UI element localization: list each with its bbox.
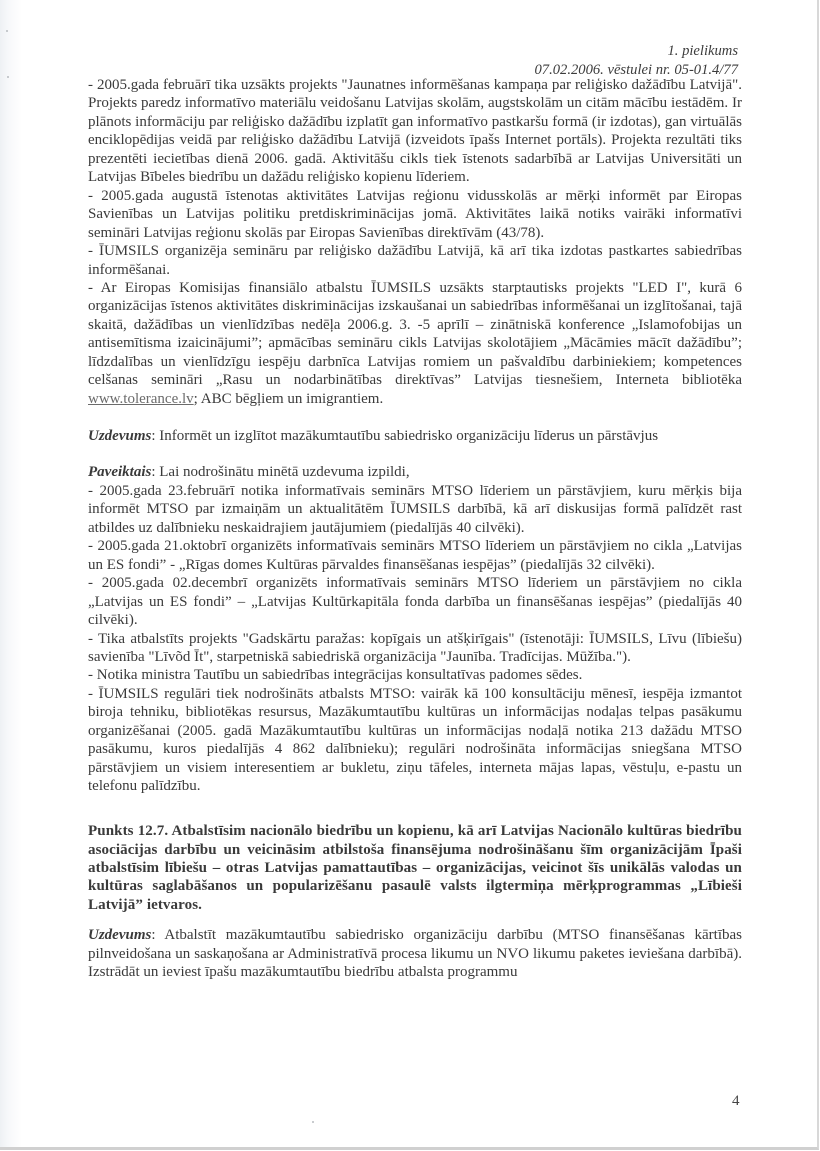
- document-header: [535, 42, 739, 79]
- point-12-7-heading: Punkts 12.7. Atbalstīsim nacionālo biedrību un kopienu, kā arī Latvijas Nacionālo kultūras biedrību asociācijas darbību un veicināsim atbilstoša finansējuma nodrošināšanu šīm organizācijām Īpaši atbalstīsim lībiešu – otras Latvijas pamattautības – organizācijas, veicinot šīs unikālās valodas un kultūras saglabāšanos un popularizēšanu pasaulē valsts ilgtermiņa mērķprogrammas „Lībieši Latvijā” ietvaros.: [88, 823, 742, 913]
- done-item-traditions-project: - Tika atbalstīts projekts "Gadskārtu paražas: kopīgais un atšķirīgais" (īstenotāji: ĪUMSILS, Līvu (lībiešu) savienība "Līvõd Īt", starpetniskā sabiedriskā organizācija "Jaunība. Tradīcijas. Mūžība.").: [88, 630, 742, 666]
- spacer: [88, 914, 742, 926]
- tolerance-link[interactable]: www.tolerance.lv: [88, 390, 194, 407]
- scan-mark: [7, 76, 9, 78]
- spacer: [88, 814, 742, 822]
- paragraph-led-project: [88, 279, 742, 408]
- spacer: [88, 408, 742, 426]
- done-item-dec-seminar: - 2005.gada 02.decembrī organizēts informatīvais seminārs MTSO līderiem un pārstāvjiem no cikla „Latvijas un ES fondi” – „Latvijas Kultūrkapitāla fonda darbība un finansēšanas iespējas” (piedalījās 40 cilvēki).: [88, 575, 742, 629]
- led-project-text-end: ; ABC bēgļiem un imigrantiem.: [193, 390, 384, 407]
- document-body: [88, 76, 742, 982]
- task-1: [88, 427, 742, 445]
- task-label: Uzdevums: [88, 927, 152, 944]
- page-number: 4: [732, 1093, 740, 1109]
- annex-label: 1. pielikums: [667, 43, 738, 59]
- done-item-council-meetings: - Notika ministra Tautību un sabiedrības integrācijas konsultatīvas padomes sēdes.: [88, 667, 583, 684]
- done-item-feb-seminar: - 2005.gada 23.februārī notika informatīvais seminārs MTSO līderiem un pārstāvjiem, kuru mērķis bija informēt MTSO par izmaiņām un aktualitātēm ĪUMSILS darbībā, kā arī diskusijas formā palīdzēt rast atbildes uz dalībnieku neskaidrajiem jautājumiem (piedalījās 40 cilvēki).: [88, 482, 742, 536]
- led-project-text: - Ar Eiropas Komisijas finansiālo atbalstu ĪUMSILS uzsākts starptautisks projekts "LED I", kurā 6 organizācijas īstenos aktivitātes diskriminācijas izskaušanai un sabiedrības informēšanai un izglītošanai, tajā skaitā, dažādības un vienlīdzības nedēļa 2006.g. 3. -5 aprīlī – zinātniskā konference „Islamofobijas un antisemītisma izaicinājumi”; apmācības semināru cikls Latvijas skolotājiem „Mācāmies mācīt dažādību”; līdzdalības un vienlīdzīgu iespēju darbnīca Latvijas romiem un pašvaldību darbiniekiem; kompetences celšanas semināri „Rasu un nodarbinātības direktīvas” Latvijas tiesnešiem, Interneta bibliotēka: [88, 279, 742, 389]
- task-label: Uzdevums: [88, 427, 152, 444]
- paragraph-august-activities: - 2005.gada augustā īstenotas aktivitātes Latvijas reģionu vidusskolās ar mērķi informēt par Eiropas Savienības un Latvijas politiku pretdiskriminācijas jomā. Aktivitātes laikā notiks vairāki informatīvi semināri Latvijas reģionu skolās par Eiropas Savienības direktīvām (43/78).: [88, 187, 742, 241]
- scan-mark: [312, 1121, 314, 1123]
- task-text: : Informēt un izglītot mazākumtautību sabiedrisko organizāciju līderus un pārstāvjus: [151, 427, 659, 444]
- paragraph-youth-campaign: - 2005.gada februārī tika uzsākts projekts "Jaunatnes informēšanas kampaņa par reliģisko dažādību Latvijā". Projekts paredz informatīvo materiālu veidošanu Latvijas skolām, augstskolām un citām mācību iestādēm. Ir plānots informāciju par reliģisko dažādību izplatīt gan informatīvo pastkaršu formā (ir izdotas), gan virtuālās enciklopēdijas veidā par reliģisko dažādību Latvijā (izveidots īpašs Internet portāls). Projekta rezultāti tiks prezentēti iecietības dienā 2006. gadā. Aktivitāšu cikls tiek īstenots sadarbībā ar Latvijas Universitāti un Latvijas Bībeles biedrību un dažādu reliģisko kopienu līderiem.: [88, 77, 742, 186]
- done-item-oct-seminar: - 2005.gada 21.oktobrī organizēts informatīvais seminārs MTSO līderiem un pārstāvjiem no cikla „Latvijas un ES fondi” - „Rīgas domes Kultūras pārvaldes finansēšanas iespējas” (piedalījās 32 cilvēki).: [88, 538, 742, 573]
- done-label: Paveiktais: [88, 464, 152, 481]
- scan-mark: [6, 30, 8, 32]
- spacer: [88, 445, 742, 463]
- task-text: : Atbalstīt mazākumtautību sabiedrisko organizāciju darbību (MTSO finansēšanas kārtības pilnveidošana un saskaņošana ar Administratīvā procesa likumu un NVO likumu paketes ieviešana darbībā). Izstrādāt un ieviest īpašu mazākumtautību biedrību atbalsta programmu: [88, 927, 742, 981]
- letter-reference: 07.02.2006. vēstulei nr. 05-01.4/77: [534, 61, 738, 78]
- done-intro-text: : Lai nodrošinātu minētā uzdevuma izpildi,: [151, 464, 410, 481]
- task-2: [88, 926, 742, 981]
- spacer: [88, 796, 742, 814]
- paragraph-seminar-postcards: - ĪUMSILS organizēja semināru par reliģisko dažādību Latvijā, kā arī tika izdotas pastkartes sabiedrības informēšanai.: [88, 243, 742, 278]
- done-1-intro: [88, 463, 742, 481]
- done-item-mtso-support: - ĪUMSILS regulāri tiek nodrošināts atbalsts MTSO: vairāk kā 100 konsultāciju mēnesī, iespēja izmantot biroja tehniku, bibliotēkas resursus, Mazākumtautību kultūras un informācijas nodaļas telpas pasākumu organizēšanai (2005. gadā Mazākumtautību kultūras un informācijas nodaļā notika 213 dažādu MTSO pasākumu, kuros piedalījās 4 862 dalībnieku); regulāri nodrošināta informācijas sniegšana MTSO pārstāvjiem un visiem interesentiem ar bukletu, ziņu tāfeles, interneta mājas lapas, vēstuļu, e-pastu un telefonu palīdzību.: [88, 685, 742, 795]
